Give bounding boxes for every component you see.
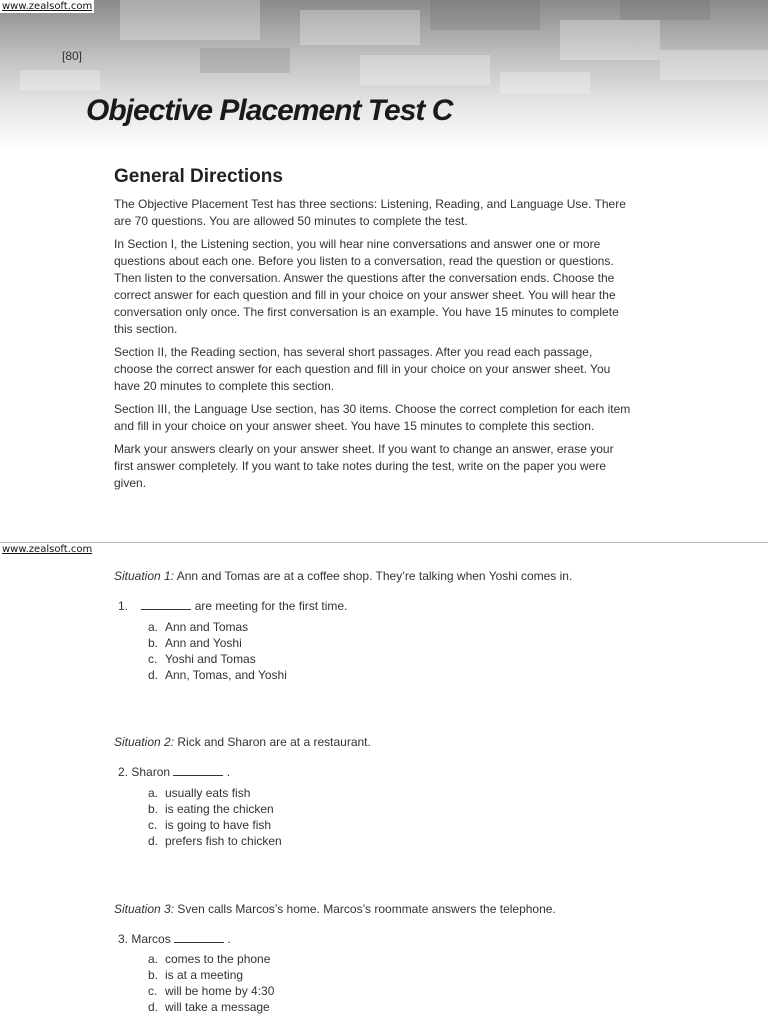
question-3 — [118, 932, 231, 946]
page-number: [80] — [62, 49, 83, 63]
question-text: . — [226, 765, 231, 779]
situation-text: Ann and Tomas are at a coffee shop. They’re talking when Yoshi comes in. — [176, 569, 573, 583]
directions-body — [114, 196, 634, 498]
page-title: Objective Placement Test C — [86, 94, 453, 127]
option-c: c. is going to have fish — [148, 818, 272, 832]
option-d: d. prefers fish to chicken — [148, 834, 282, 848]
option-a: a. usually eats fish — [148, 786, 251, 800]
question-1 — [118, 599, 347, 613]
answer-blank — [173, 765, 223, 776]
directions-paragraph: Section III, the Language Use section, has 30 items. Choose the correct completion for each item and fill in your choice on your answer sheet. You have 15 minutes to complete this section. — [114, 402, 631, 433]
option-b: b. is eating the chicken — [148, 802, 274, 816]
option-a: a. Ann and Tomas — [148, 620, 249, 634]
situation-text: Sven calls Marcos’s home. Marcos’s roommate answers the telephone. — [177, 902, 556, 916]
question-number: 3. — [118, 932, 129, 946]
answer-blank — [174, 932, 224, 943]
directions-paragraph: Mark your answers clearly on your answer sheet. If you want to change an answer, erase your first answer completely. If you want to take notes during the test, write on the paper you were given. — [114, 442, 614, 490]
directions-paragraph: In Section I, the Listening section, you will hear nine conversations and answer one or more questions about each one. Before you listen to a conversation, read the question or questions. Then listen to the conversation. Answer the questions after the conversation ends. Choose the correct answer for each question and fill in your choice on your answer sheet. You will hear the conversation only once. The first conversation is an example. You have 15 minutes to complete this section. — [114, 237, 619, 336]
question-text: . — [227, 932, 231, 946]
directions-paragraph: The Objective Placement Test has three sections: Listening, Reading, and Language Use. There are 70 questions. You are allowed 50 minutes to complete the test. — [114, 197, 626, 228]
question-subject: Sharon — [131, 765, 171, 779]
document-page-questions — [0, 542, 768, 1025]
option-a: a. comes to the phone — [148, 952, 271, 966]
option-c: c. Yoshi and Tomas — [148, 652, 256, 666]
situation-label: Situation 1: — [114, 569, 175, 583]
watermark-link[interactable]: www.zealsoft.com — [2, 1, 93, 12]
option-b: b. is at a meeting — [148, 968, 244, 982]
options-list — [148, 951, 274, 1015]
question-number: 2. — [118, 765, 129, 779]
option-b: b. Ann and Yoshi — [148, 636, 242, 650]
watermark-link[interactable]: www.zealsoft.com — [2, 544, 93, 555]
question-number: 1. — [118, 599, 129, 613]
answer-blank — [141, 599, 191, 610]
section-heading: General Directions — [114, 166, 283, 187]
situation-text: Rick and Sharon are at a restaurant. — [177, 735, 371, 749]
options-list — [148, 619, 287, 683]
situation-1 — [114, 569, 572, 583]
question-text: are meeting for the first time. — [194, 599, 348, 613]
option-d: d. will take a message — [148, 1000, 270, 1014]
option-d: d. Ann, Tomas, and Yoshi — [148, 668, 287, 682]
question-subject: Marcos — [131, 932, 171, 946]
situation-3 — [114, 902, 556, 916]
situation-label: Situation 2: — [114, 735, 175, 749]
option-c: c. will be home by 4:30 — [148, 984, 275, 998]
situation-2 — [114, 735, 371, 749]
question-2 — [118, 765, 230, 779]
situation-label: Situation 3: — [114, 902, 175, 916]
options-list — [148, 785, 282, 849]
directions-paragraph: Section II, the Reading section, has several short passages. After you read each passage, choose the correct answer for each question and fill in your choice on your answer sheet. You have 20 minutes to complete this section. — [114, 345, 611, 393]
